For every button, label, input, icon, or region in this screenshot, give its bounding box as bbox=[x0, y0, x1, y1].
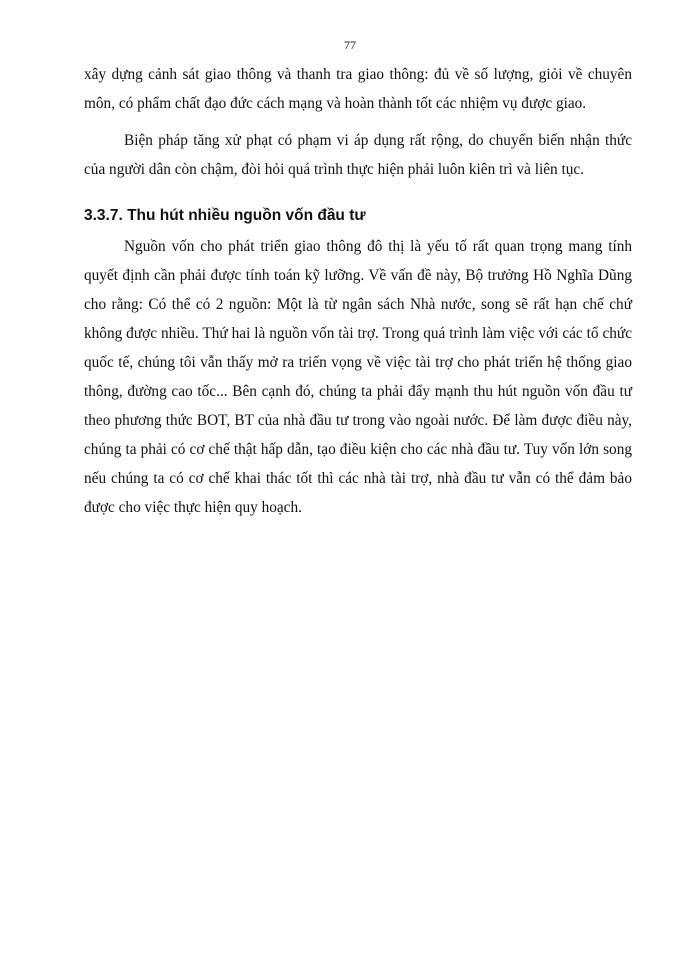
document-body bbox=[84, 60, 632, 522]
page-number: 77 bbox=[344, 38, 356, 52]
section-heading: 3.3.7. Thu hút nhiều nguồn vốn đầu tư bbox=[84, 207, 366, 224]
paragraph-enforcement: Biện pháp tăng xử phạt có phạm vi áp dụng rất rộng, do chuyển biến nhận thức của người dân còn chậm, đòi hỏi quá trình thực hiện phải luôn kiên trì và liên tục. bbox=[84, 132, 632, 178]
paragraph-continuation: xây dựng cảnh sát giao thông và thanh tra giao thông: đủ về số lượng, giỏi về chuyên môn, có phẩm chất đạo đức cách mạng và hoàn thành tốt các nhiệm vụ được giao. bbox=[84, 66, 632, 112]
paragraph-investment: Nguồn vốn cho phát triển giao thông đô thị là yếu tố rất quan trọng mang tính quyết định cần phải được tính toán kỹ lưỡng. Về vấn đề này, Bộ trưởng Hồ Nghĩa Dũng cho rằng: Có thể có 2 nguồn: Một là từ ngân sách Nhà nước, song sẽ rất hạn chế chứ không được nhiều. Thứ hai là nguồn vốn tài trợ. Trong quá trình làm việc với các tổ chức quốc tế, chúng tôi vẫn thấy mở ra triển vọng về việc tài trợ cho phát triển hệ thống giao thông, đường cao tốc... Bên cạnh đó, chúng ta phải đẩy mạnh thu hút nguồn vốn đầu tư theo phương thức BOT, BT của nhà đầu tư trong vào ngoài nước. Để làm được điều này, chúng ta phải có cơ chế thật hấp dẫn, tạo điều kiện cho các nhà đầu tư. Tuy vốn lớn song nếu chúng ta có cơ chế khai thác tốt thì các nhà tài trợ, nhà đầu tư vẫn có thể đảm bảo được cho việc thực hiện quy hoạch. bbox=[84, 238, 632, 516]
